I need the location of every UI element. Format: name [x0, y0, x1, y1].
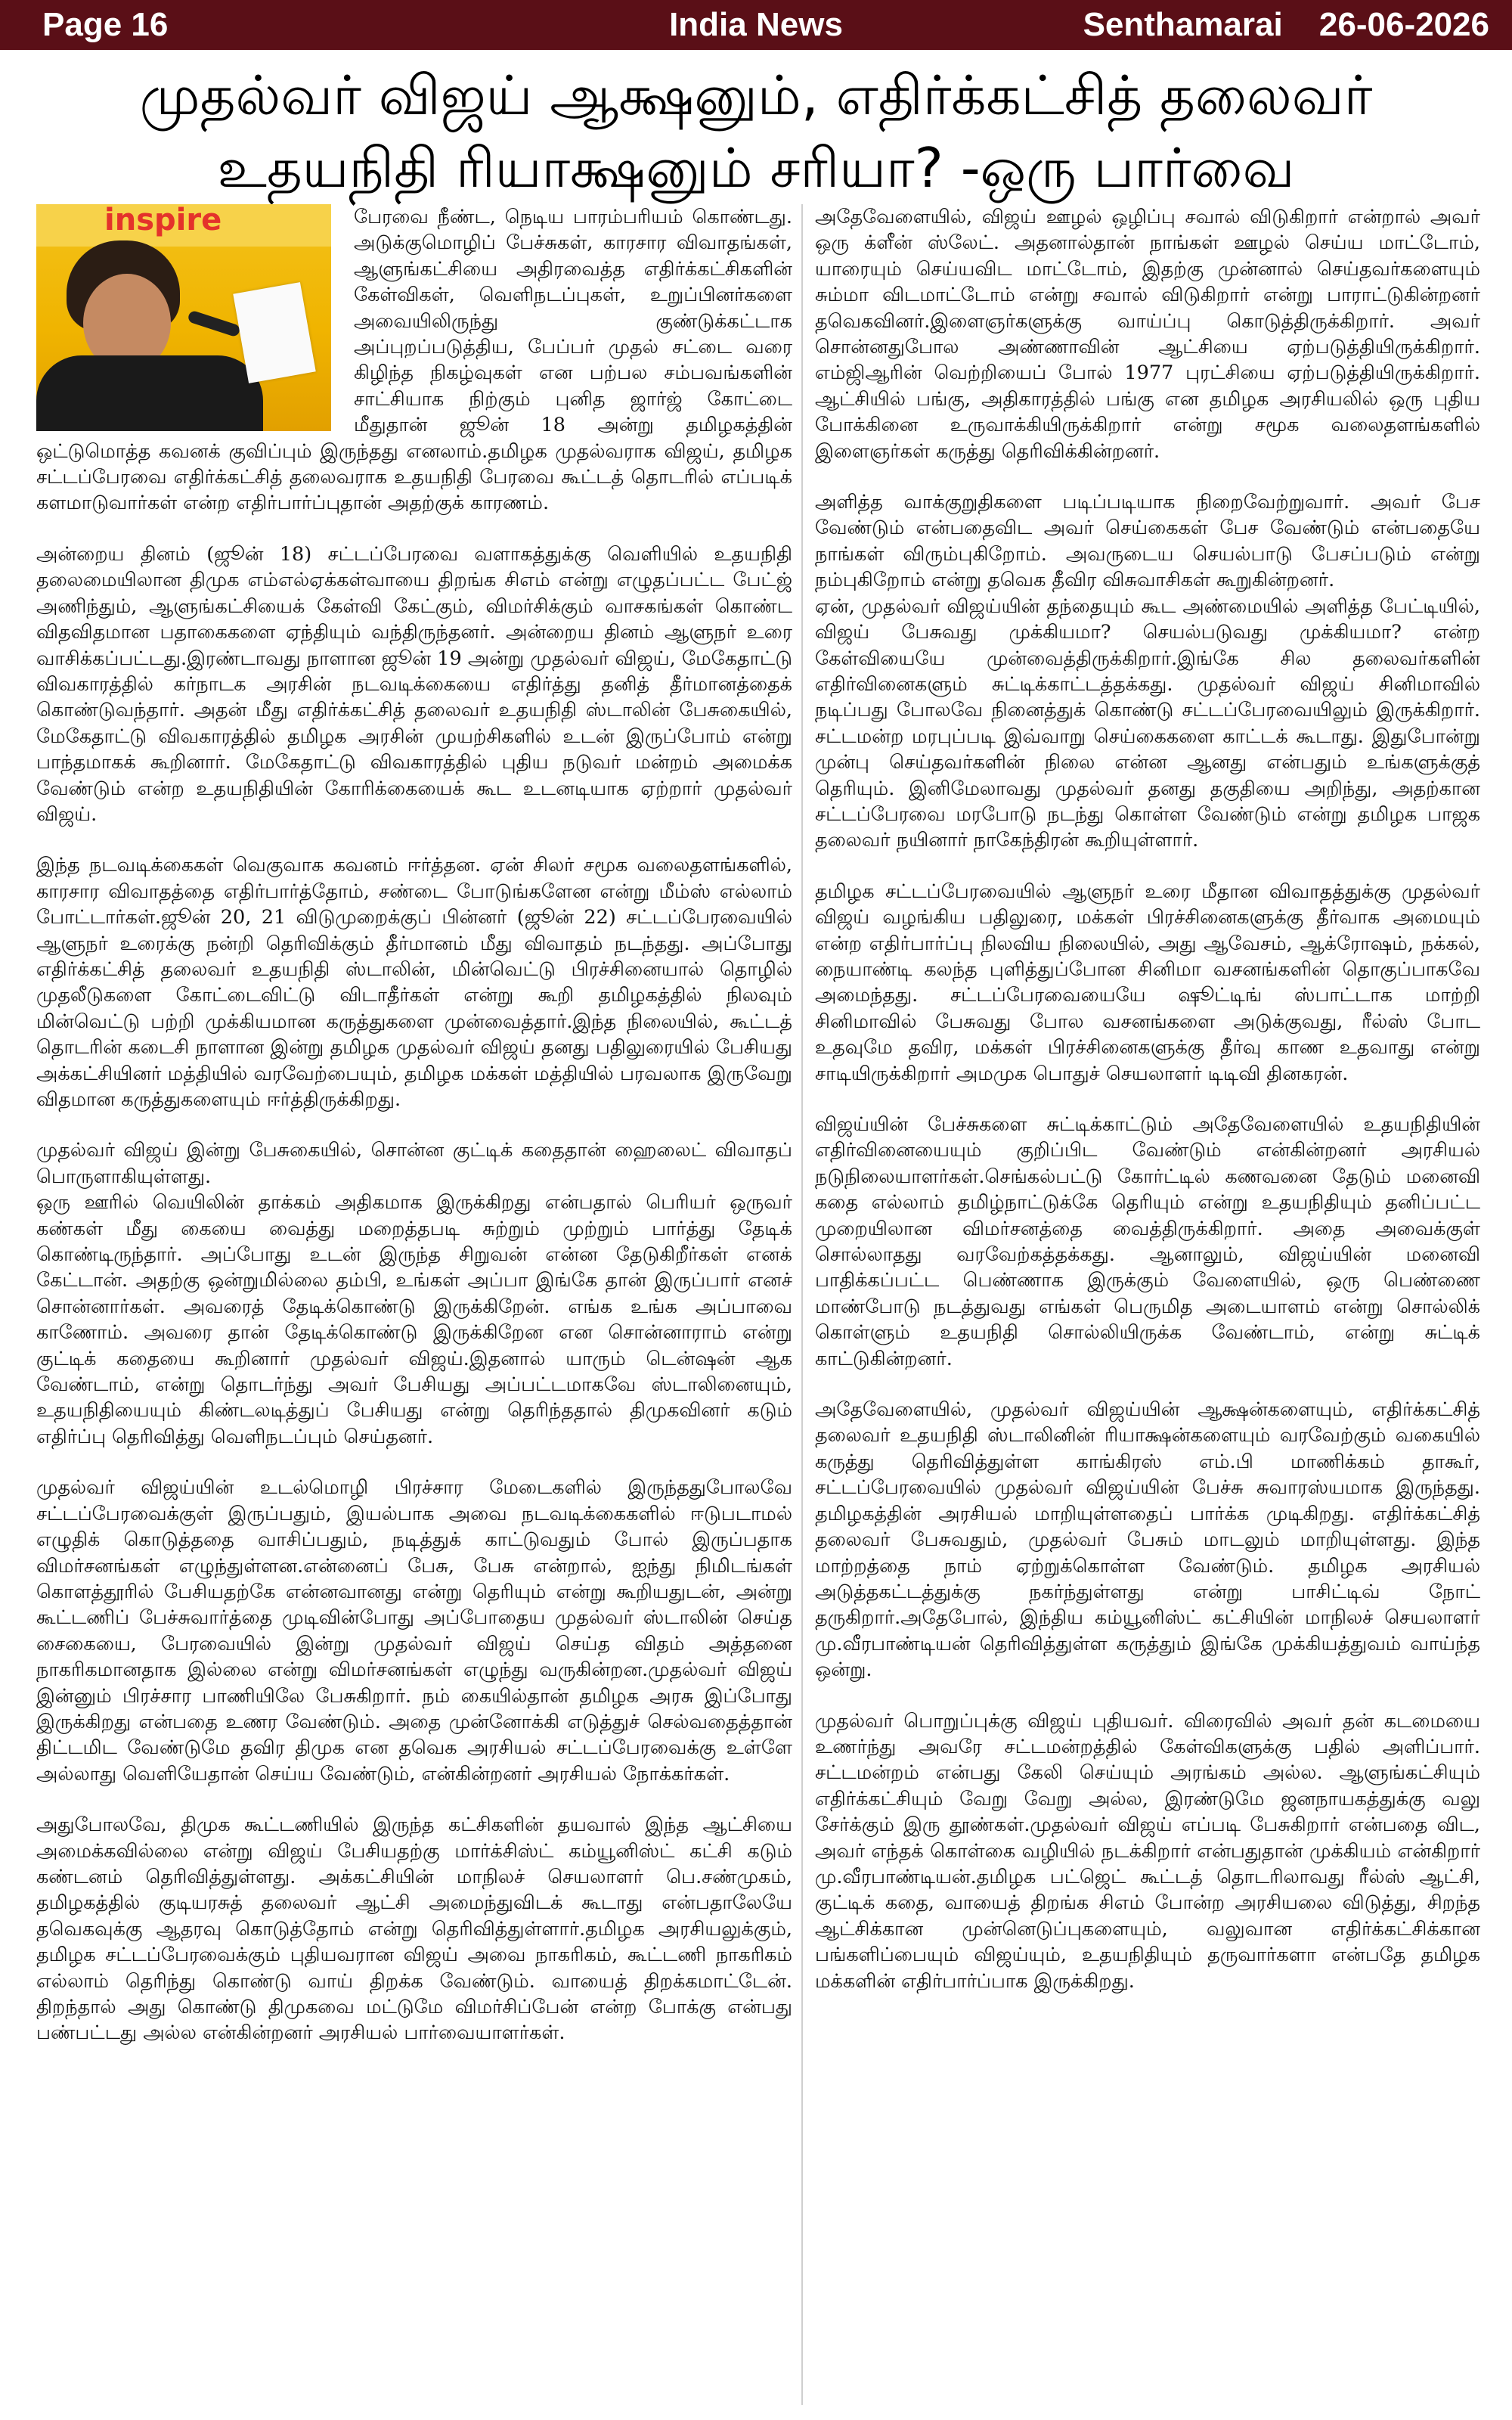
right-paragraph-6: முதல்வர் பொறுப்புக்கு விஜய் புதியவர். விரைவில் அவர் தன் கடமையை உணர்ந்து அவரே சட்டமன்றத்தில் கேள்விகளுக்கு பதில் அளிப்பார். சட்டமன்றம் என்பது கேலி செய்யும் அரங்கம் அல்ல. ஆளுங்கட்சியும் எதிர்க்கட்சியும் வேறு வேறு அல்ல, இரண்டுமே ஜனநாயகத்துக்கு வலு சேர்க்கும் இரு தூண்கள்.முதல்வர் விஜய் எப்படி பேசுகிறார் என்பதை விட, அவர் எந்தக் கொள்கை வழியில் நடக்கிறார் என்பதுதான் முக்கியம் என்கிறார் மு.வீரபாண்டியன்.தமிழக பட்ஜெட் கூட்டத் தொடரிலாவது ரீல்ஸ் ஆட்சி, குட்டிக் கதை, வாயைத் திறங்க சிஎம் போன்ற அரசியலை விடுத்து, சிறந்த ஆட்சிக்கான முன்னெடுப்புகளையும், வலுவான எதிர்க்கட்சிக்கான பங்களிப்பையும் விஜய்யும், உதயநிதியும் தருவார்களா என்பதே தமிழக மக்களின் எதிர்பார்ப்பாக இருக்கிறது.	[815, 1709, 1480, 1993]
right-column	[815, 204, 1480, 2405]
page-number: Page 16	[42, 6, 169, 43]
left-column	[36, 204, 792, 2405]
column-divider	[801, 204, 803, 2405]
left-paragraph-4: முதல்வர் விஜய் இன்று பேசுகையில், சொன்ன குட்டிக் கதைதான் ஹைலைட் விவாதப் பொருளாகியுள்ளது. ஒரு ஊரில் வெயிலின் தாக்கம் அதிகமாக இருக்கிறது என்பதால் பெரியர் ஒருவர் கண்கள் மீது கையை வைத்து மறைத்தபடி சுற்றும் முற்றும் பார்த்து தேடிக் கொண்டிருந்தார். அப்போது உடன் இருந்த சிறுவன் என்ன தேடுகிறீர்கள் எனக் கேட்டான். அதற்கு ஒன்றுமில்லை தம்பி, உங்கள் அப்பா இங்கே தான் இருப்பார் எனச் சொன்னார்கள். அவரைத் தேடிக்கொண்டு இருக்கிறேன். எங்க உங்க அப்பாவை காணோம். அவரை தான் தேடிக்கொண்டு இருக்கிறேன என சொன்னாராம் என்று குட்டிக் கதையை கூறினார் முதல்வர் விஜய்.இதனால் யாரும் டென்ஷன் ஆக வேண்டாம், என்று தொடர்ந்து அவர் பேசியது அப்பட்டமாகவே ஸ்டாலினையும், உதயநிதியையும் கிண்டலடித்துப் பேசியது என்று தெரிந்ததால் திமுகவினர் கடும் எதிர்ப்பு தெரிவித்து வெளிநடப்பும் செய்தனர்.	[36, 1139, 792, 1448]
issue-date: 26-06-2026	[1318, 6, 1489, 43]
right-paragraph-1: அதேவேளையில், விஜய் ஊழல் ஒழிப்பு சவால் விடுகிறார் என்றால் அவர் ஒரு க்ளீன் ஸ்லேட். அதனால்தான் நாங்கள் ஊழல் செய்ய மாட்டோம், யாரையும் செய்யவிட மாட்டோம், இதற்கு முன்னால் செய்தவர்களையும் சும்மா விடமாட்டோம் என்று சவால் விடுகிறார் என்று பாராட்டுகின்றனர் தவெகவினர்.இளைஞர்களுக்கு வாய்ப்பு கொடுத்திருக்கிறார். அவர் சொன்னதுபோல அண்ணாவின் ஆட்சியை ஏற்படுத்தியிருக்கிறார். எம்ஜிஆரின் வெற்றியைப் போல் 1977 புரட்சியை ஏற்படுத்தியிருக்கிறார். ஆட்சியில் பங்கு, அதிகாரத்தில் பங்கு என தமிழக அரசியலில் ஒரு புதிய போக்கினை உருவாக்கியிருக்கிறார் என்று சமூக வலைதளங்களில் இளைஞர்கள் கருத்து தெரிவிக்கின்றனர்.	[815, 206, 1480, 463]
photo-banner-text: inspire	[104, 204, 222, 237]
left-paragraph-3: இந்த நடவடிக்கைகள் வெகுவாக கவனம் ஈர்த்தன. ஏன் சிலர் சமூக வலைதளங்களில், காரசார விவாதத்தை எதிர்பார்த்தோம், சண்டை போடுங்களேன என்று மீம்ஸ் எல்லாம் போட்டார்கள்.ஜூன் 20, 21 விடுமுறைக்குப் பின்னர் (ஜூன் 22) சட்டப்பேரவையில் ஆளுநர் உரைக்கு நன்றி தெரிவிக்கும் தீர்மானம் மீது விவாதம் நடந்தது. அப்போது எதிர்க்கட்சித் தலைவர் உதயநிதி ஸ்டாலின், மின்வெட்டு பிரச்சினையால் தொழில் முதலீடுகளை கோட்டைவிட்டு விடாதீர்கள் என்று கூறி தமிழகத்தில் நிலவும் மின்வெட்டு பற்றி முக்கியமான கருத்துகளை முன்வைத்தார்.இந்த நிலையில், கூட்டத் தொடரின் கடைசி நாளான இன்று தமிழக முதல்வர் விஜய் தனது பதிலுரையில் பேசியது அக்கட்சியினர் மத்தியில் வரவேற்பையும், தமிழக மக்கள் மத்தியில் பரவலாக இருவேறு விதமான கருத்துகளையும் ஈர்த்திருக்கிறது.	[36, 854, 792, 1111]
paper-sheet-icon	[233, 282, 315, 383]
right-paragraph-4: விஜய்யின் பேச்சுகளை சுட்டிக்காட்டும் அதேவேளையில் உதயநிதியின் எதிர்வினையையும் குறிப்பிட வேண்டும் என்கின்றனர் அரசியல் நடுநிலையாளர்கள்.செங்கல்பட்டு கோர்ட்டில் கணவனை தேடும் மனைவி கதை எல்லாம் தமிழ்நாட்டுக்கே தெரியும் என்று உதயநிதியும் தனிப்பட்ட முறையிலான விமர்சனத்தை வைத்திருக்கிறார். அதை அவைக்குள் சொல்லாதது வரவேற்கத்தக்கது. ஆனாலும், விஜய்யின் மனைவி பாதிக்கப்பட்ட பெண்ணாக இருக்கும் வேளையில், ஒரு பெண்ணை மாண்போடு நடத்துவது எங்கள் பெருமித அடையாளம் என்று சொல்லிக் கொள்ளும் உதயநிதி சொல்லியிருக்க வேண்டாம், என்று சுட்டிக் காட்டுகின்றனர்.	[815, 1113, 1480, 1370]
publisher-name: Senthamarai	[1083, 6, 1283, 43]
left-paragraph-1: பேரவை நீண்ட, நெடிய பாரம்பரியம் கொண்டது. அடுக்குமொழிப் பேச்சுகள், காரசார விவாதங்கள், ஆளுங்கட்சியை அதிரவைத்த எதிர்க்கட்சிகளின் கேள்விகள், வெளிநடப்புகள், உறுப்பினர்களை அவையிலிருந்து குண்டுக்கட்டாக அப்புறப்படுத்திய, பேப்பர் முதல் சட்டை வரை கிழிந்த நிகழ்வுகள் என பற்பல சம்பவங்களின் சாட்சியாக நிற்கும் புனித ஜார்ஜ் கோட்டை மீதுதான் ஜூன் 18 அன்று தமிழகத்தின் ஒட்டுமொத்த கவனக் குவிப்பும் இருந்தது எனலாம்.தமிழக முதல்வராக விஜய், தமிழக சட்டப்பேரவை எதிர்க்கட்சித் தலைவராக உதயநிதி பேரவை கூட்டத் தொடரில் எப்படிக் களமாடுவார்கள் என்ற எதிர்பார்ப்புதான் அதற்குக் காரணம்.	[36, 206, 792, 515]
headline-line-1: முதல்வர் விஜய் ஆக்ஷனும், எதிர்க்கட்சித் தலைவர்	[139, 64, 1373, 127]
right-paragraph-3: தமிழக சட்டப்பேரவையில் ஆளுநர் உரை மீதான விவாதத்துக்கு முதல்வர் விஜய் வழங்கிய பதிலுரை, மக்கள் பிரச்சினைகளுக்கு தீர்வாக அமையும் என்ற எதிர்பார்ப்பு நிலவிய நிலையில், அது ஆவேசம், ஆக்ரோஷம், நக்கல், நையாண்டி கலந்த புளித்துப்போன சினிமா வசனங்களின் தொகுப்பாகவே அமைந்தது. சட்டப்பேரவையையே ஷூட்டிங் ஸ்பாட்டாக மாற்றி சினிமாவில் பேசுவது போல வசனங்களை அடுக்குவது, ரீல்ஸ் போட உதவுமே தவிர, மக்கள் பிரச்சினைகளுக்கு தீர்வு காண உதவாது என்று சாடியிருக்கிறார் அமமுக பொதுச் செயலாளர் டிடிவி தினகரன்.	[815, 880, 1480, 1085]
left-paragraph-6: அதுபோலவே, திமுக கூட்டணியில் இருந்த கட்சிகளின் தயவால் இந்த ஆட்சியை அமைக்கவில்லை என்று விஜய் பேசியதற்கு மார்க்சிஸ்ட் கம்யூனிஸ்ட் கட்சி கடும் கண்டனம் தெரிவித்துள்ளது. அக்கட்சியின் மாநிலச் செயலாளர் பெ.சண்முகம், தமிழகத்தில் குடியரசுத் தலைவர் ஆட்சி அமைந்துவிடக் கூடாது என்பதாலேயே தவெகவுக்கு ஆதரவு கொடுத்தோம் என்று தெரிவித்துள்ளார்.தமிழக அரசியலுக்கும், தமிழக சட்டப்பேரவைக்கும் புதியவரான விஜய் அவை நாகரிகம், கூட்டணி நாகரிகம் எல்லாம் தெரிந்து கொண்டு வாய் திறக்க வேண்டும். வாயைத் திறக்கமாட்டேன். திறந்தால் அது கொண்டு திமுகவை மட்டுமே விமர்சிப்பேன் என்ற போக்கு என்பது பண்பட்டது அல்ல என்கின்றனர் அரசியல் பார்வையாளர்கள்.	[36, 1813, 792, 2045]
article-photo	[36, 204, 331, 431]
paper-name: India News	[669, 6, 843, 43]
right-paragraph-2: அளித்த வாக்குறுதிகளை படிப்படியாக நிறைவேற்றுவார். அவர் பேச வேண்டும் என்பதைவிட அவர் செய்கைகள் பேச வேண்டும் என்பதையே நாங்கள் விரும்புகிறோம். அவருடைய செயல்பாடு பேசப்படும் என்று நம்புகிறோம் என்று தவெக தீவிர விசுவாசிகள் கூறுகின்றனர். ஏன், முதல்வர் விஜய்யின் தந்தையும் கூட அண்மையில் அளித்த பேட்டியில், விஜய் பேசுவது முக்கியமா? செயல்படுவது முக்கியமா? என்ற கேள்வியையே முன்வைத்திருக்கிறார்.இங்கே சில தலைவர்களின் எதிர்வினைகளும் சுட்டிக்காட்டத்தக்கது. முதல்வர் விஜய் சினிமாவில் நடிப்பது போலவே நினைத்துக் கொண்டு சட்டப்பேரவையிலும் இருக்கிறார். சட்டமன்ற மரபுப்படி இவ்வாறு செய்கைகளை காட்டக் கூடாது. இதுபோன்று முன்பு செய்தவர்களின் நிலை என்ன ஆனது என்பதும் உங்களுக்குத் தெரியும். இனிமேலாவது முதல்வர் தனது தகுதியை அறிந்து, அதற்கான சட்டப்பேரவை மரபோடு நடந்து கொள்ள வேண்டும் என்று தமிழக பாஜக தலைவர் நயினார் நாகேந்திரன் கூறியுள்ளார்.	[815, 491, 1480, 852]
page-header	[0, 0, 1512, 50]
headline	[30, 59, 1482, 204]
right-paragraph-5: அதேவேளையில், முதல்வர் விஜய்யின் ஆக்ஷன்களையும், எதிர்க்கட்சித் தலைவர் உதயநிதி ஸ்டாலினின் ரியாக்ஷன்களையும் வரவேற்கும் வகையில் கருத்து தெரிவித்துள்ள காங்கிரஸ் எம்.பி மாணிக்கம் தாகூர், சட்டப்பேரவையில் முதல்வர் விஜய்யின் பேச்சு சுவாரஸ்யமாக இருந்தது. தமிழகத்தின் அரசியல் மாறியுள்ளதைப் பார்க்க முடிகிறது. எதிர்க்கட்சித் தலைவர் பேசுவதும், முதல்வர் பேசும் மாடலும் மாறியுள்ளது. இந்த மாற்றத்தை நாம் ஏற்றுக்கொள்ள வேண்டும். தமிழக அரசியல் அடுத்தகட்டத்துக்கு நகர்ந்துள்ளது என்று பாசிட்டிவ் நோட் தருகிறார்.அதேபோல், இந்திய கம்யூனிஸ்ட் கட்சியின் மாநிலச் செயலாளர் மு.வீரபாண்டியன் தெரிவித்துள்ள கருத்தும் இங்கே முக்கியத்துவம் வாய்ந்த ஒன்று.	[815, 1398, 1480, 1682]
photo-body	[36, 355, 263, 431]
microphone-icon	[187, 310, 241, 338]
header-right	[1056, 0, 1489, 50]
headline-line-2: உதயநிதி ரியாக்ஷனும் சரியா? -ஒரு பார்வை	[217, 136, 1295, 200]
left-paragraph-5: முதல்வர் விஜய்யின் உடல்மொழி பிரச்சார மேடைகளில் இருந்ததுபோலவே சட்டப்பேரவைக்குள் இருப்பதும், இயல்பாக அவை நடவடிக்கைகளில் ஈடுபடாமல் எழுதிக் கொடுத்ததை வாசிப்பதும், நடித்துக் காட்டுவதும் போல் இருப்பதாக விமர்சனங்கள் எழுந்துள்ளன.என்னைப் பேசு, பேசு என்றால், ஐந்து நிமிடங்கள் கொளத்தூரில் பேசியதற்கே என்னவானது என்று தெரியும் என்று கூறியதுடன், அன்று கூட்டணிப் பேச்சுவார்த்தை முடிவின்போது அப்போதைய முதல்வர் ஸ்டாலின் செய்த சைகையை, பேரவையில் இன்று முதல்வர் விஜய் செய்த விதம் அத்தனை நாகரிகமானதாக இல்லை என்று விமர்சனங்கள் எழுந்து வருகின்றன.முதல்வர் விஜய் இன்னும் பிரச்சார பாணியிலே பேசுகிறார். நம் கையில்தான் தமிழக அரசு இப்போது இருக்கிறது என்பதை உணர வேண்டும். அதை முன்னோக்கி எடுத்துச் செல்வதைத்தான் திட்டமிட வேண்டுமே தவிர திமுக என தவெக அரசியல் சட்டப்பேரவைக்கு உள்ளே அல்லாது வெளியேதான் செய்ய வேண்டும், என்கின்றனர் அரசியல் நோக்கர்கள்.	[36, 1476, 792, 1786]
left-paragraph-2: அன்றைய தினம் (ஜூன் 18) சட்டப்பேரவை வளாகத்துக்கு வெளியில் உதயநிதி தலைமையிலான திமுக எம்எல்ஏக்கள்வாயை திறங்க சிஎம் என்று எழுதப்பட்ட பேட்ஜ் அணிந்தும், ஆளுங்கட்சியைக் கேள்வி கேட்கும், விமர்சிக்கும் வாசகங்கள் கொண்ட விதவிதமான பதாகைகளை ஏந்தியும் வந்திருந்தனர். அன்றைய தினம் ஆளுநர் உரை வாசிக்கப்பட்டது.இரண்டாவது நாளான ஜூன் 19 அன்று முதல்வர் விஜய், மேகேதாட்டு விவகாரத்தில் கர்நாடக அரசின் நடவடிக்கையை எதிர்த்து தனித் தீர்மானத்தைக் கொண்டுவந்தார். அதன் மீது எதிர்க்கட்சித் தலைவர் உதயநிதி ஸ்டாலின் பேசுகையில், மேகேதாட்டு விவகாரத்தில் தமிழக அரசின் முயற்சிகளில் உடன் இருப்போம் என்று பாந்தமாகக் கூறினார். மேகேதாட்டு விவகாரத்தில் புதிய நடுவர் மன்றம் அமைக்க வேண்டும் என்ற உதயநிதியின் கோரிக்கையைக் கூட உடனடியாக ஏற்றார் முதல்வர் விஜய்.	[36, 542, 792, 826]
